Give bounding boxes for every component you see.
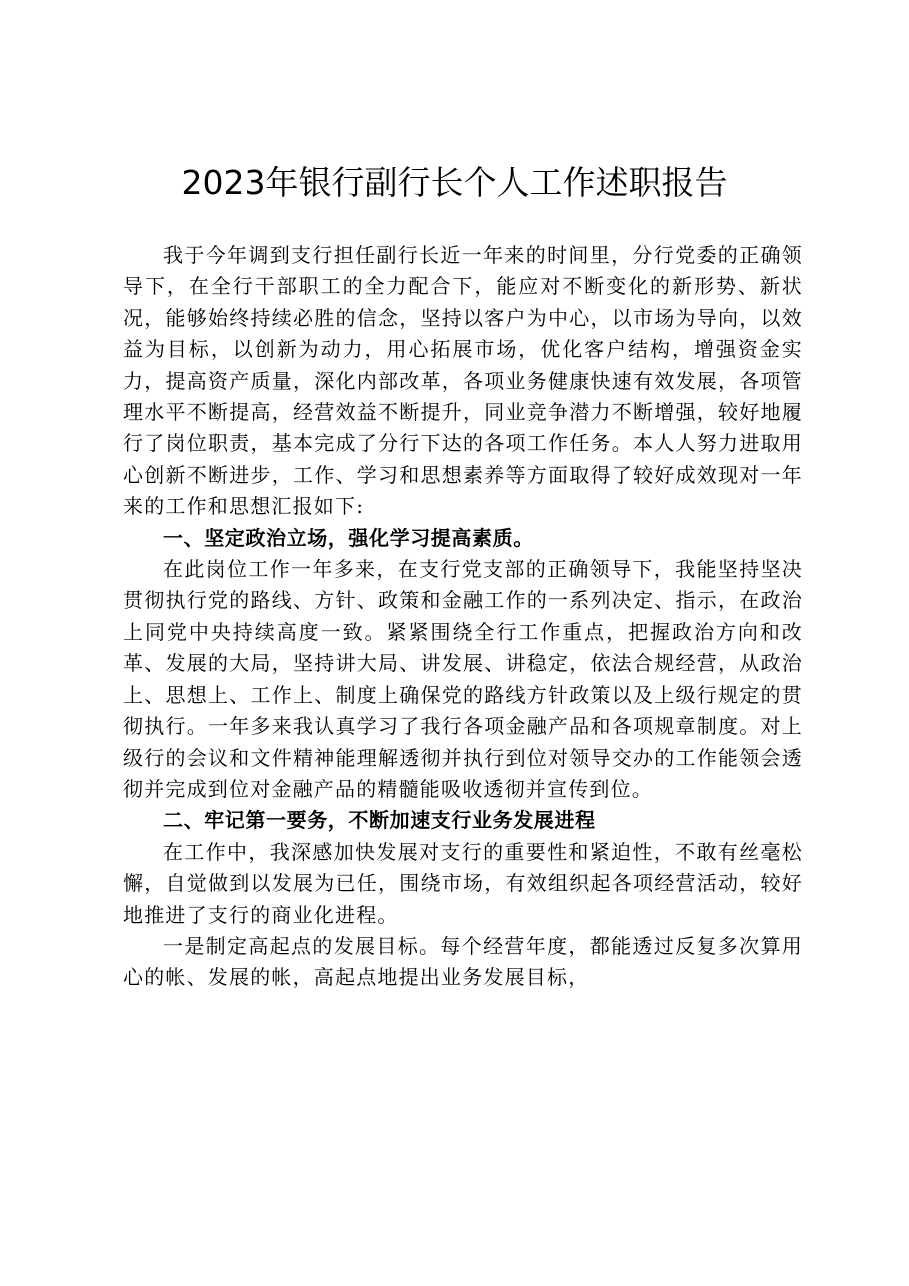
document-body bbox=[123, 240, 803, 994]
section-heading-1: 一、坚定政治立场，强化学习提高素质。 bbox=[163, 525, 534, 550]
section-heading-2: 二、牢记第一要务，不断加速支行业务发展进程 bbox=[163, 808, 596, 833]
document-title: 2023年银行副行长个人工作述职报告 bbox=[181, 163, 728, 202]
section-1-paragraph: 在此岗位工作一年多来，在支行党支部的正确领导下，我能坚持坚决贯彻执行党的路线、方针、政策和金融工作的一系列决定、指示，在政治上同党中央持续高度一致。紧紧围绕全行工作重点，把握政治方向和改革、发展的大局，坚持讲大局、讲发展、讲稳定，依法合规经营，从政治上、思想上、工作上、制度上确保党的路线方针政策以及上级行规定的贯彻执行。一年多来我认真学习了我行各项金融产品和各项规章制度。对上级行的会议和文件精神能理解透彻并执行到位对领导交办的工作能领会透彻并完成到位对金融产品的精髓能吸收透彻并宣传到位。 bbox=[123, 557, 803, 801]
section-2-paragraph: 在工作中，我深感加快发展对支行的重要性和紧迫性，不敢有丝毫松懈，自觉做到以发展为已任，围绕市场，有效组织起各项经营活动，较好地推进了支行的商业化进程。 bbox=[123, 839, 803, 927]
intro-paragraph: 我于今年调到支行担任副行长近一年来的时间里，分行党委的正确领导下，在全行干部职工的全力配合下，能应对不断变化的新形势、新状况，能够始终持续必胜的信念，坚持以客户为中心，以市场为导向，以效益为目标，以创新为动力，用心拓展市场，优化客户结构，增强资金实力，提高资产质量，深化内部改革，各项业务健康快速有效发展，各项管理水平不断提高，经营效益不断提升，同业竞争潜力不断增强，较好地履行了岗位职责，基本完成了分行下达的各项工作任务。本人人努力进取用心创新不断进步，工作、学习和思想素养等方面取得了较好成效现对一年来的工作和思想汇报如下: bbox=[123, 243, 803, 519]
section-2-point-1-paragraph: 一是制定高起点的发展目标。每个经营年度，都能透过反复多次算用心的帐、发展的帐，高起点地提出业务发展目标， bbox=[123, 933, 803, 990]
